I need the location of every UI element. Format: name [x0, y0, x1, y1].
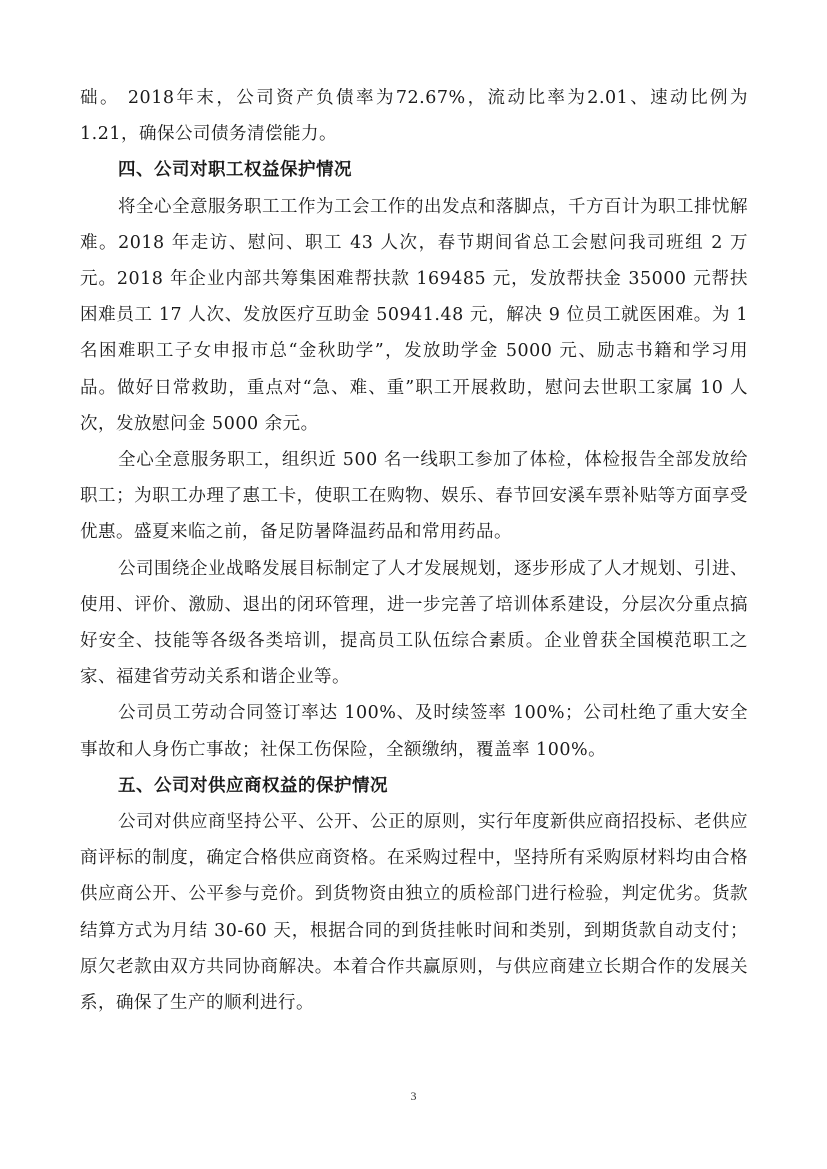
paragraph-labor-contracts: 公司员工劳动合同签订率达 100%、及时续签率 100%；公司杜绝了重大安全事故和人身伤亡事故；社保工伤保险，全额缴纳，覆盖率 100%。 — [80, 703, 748, 760]
paragraph-talent-development: 公司围绕企业战略发展目标制定了人才发展规划，逐步形成了人才规划、引进、使用、评价、激励、退出的闭环管理，进一步完善了培训体系建设，分层次分重点搞好安全、技能等各级各类培训，提高员工队伍综合素质。企业曾获全国模范职工之家、福建省劳动关系和谐企业等。 — [80, 558, 748, 688]
document-page — [80, 80, 748, 1021]
paragraph-employee-services: 全心全意服务职工，组织近 500 名一线职工参加了体检，体检报告全部发放给职工；为职工办理了惠工卡，使职工在购物、娱乐、春节回安溪车票补贴等方面享受优惠。盛夏来临之前，备足防暑降温药品和常用药品。 — [80, 450, 748, 543]
paragraph-employee-assistance: 将全心全意服务职工工作为工会工作的出发点和落脚点，千方百计为职工排忧解难。2018 年走访、慰问、职工 43 人次，春节期间省总工会慰问我司班组 2 万元。2018 年企业内部共筹集困难帮扶款 169485 元，发放帮扶金 35000 元帮扶困难员工 17 人次、发放医疗互助金 50941.48 元，解决 9 位员工就医困难。为 1 名困难职工子女申报市总“金秋助学”，发放助学金 5000 元、励志书籍和学习用品。做好日常救助，重点对“急、难、重”职工开展救助，慰问去世职工家属 10 人次，发放慰问金 5000 余元。 — [80, 196, 748, 434]
section-heading-supplier-rights: 五、公司对供应商权益的保护情况 — [118, 775, 388, 796]
paragraph-supplier-policy: 公司对供应商坚持公平、公开、公正的原则，实行年度新供应商招投标、老供应商评标的制度，确定合格供应商资格。在采购过程中，坚持所有采购原材料均由合格供应商公开、公平参与竞价。到货物资由独立的质检部门进行检验，判定优劣。货款结算方式为月结 30-60 天，根据合同的到货挂帐时间和类别，到期货款自动支付；原欠老款由双方共同协商解决。本着合作共赢原则，与供应商建立长期合作的发展关系，确保了生产的顺利进行。 — [80, 812, 748, 1014]
page-number: 3 — [410, 1089, 417, 1103]
section-heading-employee-rights: 四、公司对职工权益保护情况 — [118, 160, 352, 181]
paragraph-financial-ratios: 础。 2018年末，公司资产负债率为72.67%，流动比率为2.01、速动比例为1.21，确保公司债务清偿能力。 — [80, 88, 748, 145]
